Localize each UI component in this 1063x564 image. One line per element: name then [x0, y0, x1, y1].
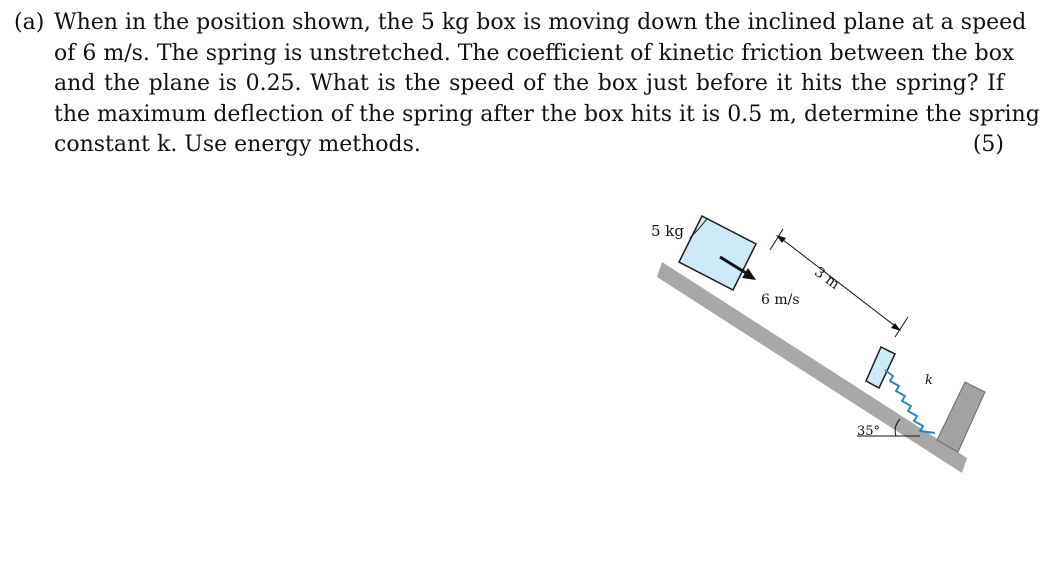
problem-text-line: When in the position shown, the 5 kg box is moving down the inclined plane at a speed — [54, 10, 1027, 35]
angle-label: 35° — [857, 424, 881, 439]
dimension-arrow-left — [776, 235, 786, 243]
distance-label: 3 m — [811, 264, 843, 293]
marks-label: (5) — [972, 132, 1004, 157]
problem-text-line: the maximum deflection of the spring after the box hits it is 0.5 m, determine the spring — [54, 101, 1040, 127]
velocity-label: 6 m/s — [761, 292, 800, 308]
end-wall — [937, 382, 985, 452]
mass-label: 5 kg — [651, 222, 685, 240]
spring-constant-label: k — [925, 373, 933, 388]
problem-text-line: constant k. Use energy methods. — [54, 132, 421, 157]
problem-text-line: of 6 m/s. The spring is unstretched. The coefficient of kinetic friction between the box — [54, 40, 1015, 66]
velocity-arrowhead — [742, 268, 756, 280]
inclined-plane — [657, 262, 967, 473]
box — [679, 216, 756, 290]
problem-label: (a) — [14, 10, 45, 35]
problem-text-line: and the plane is 0.25. What is the speed of the box just before it hits the spring? If — [54, 71, 1004, 96]
